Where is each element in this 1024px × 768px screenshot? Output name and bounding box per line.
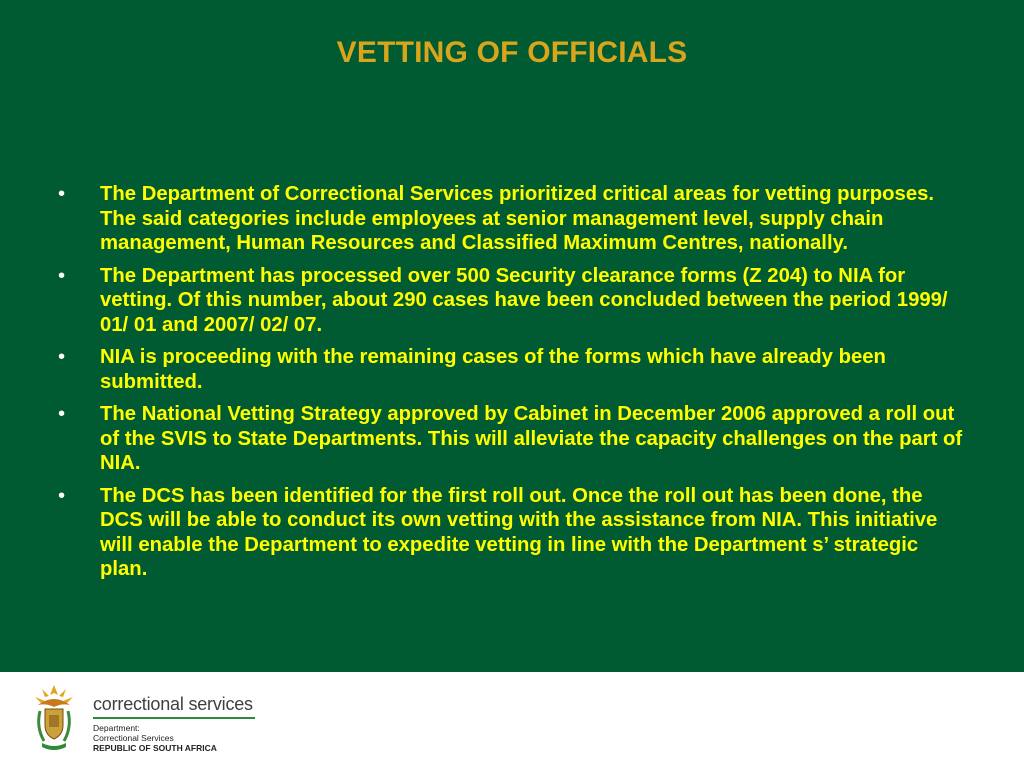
bullet-item — [58, 264, 970, 338]
bullet-dot: • — [58, 403, 66, 425]
bullet-text: The Department of Correctional Services prioritized critical areas for vetting purposes. The said categories include employees at senior management level, supply chain management, Human Resources and Classified Maximum Centres, nationally. — [100, 183, 935, 254]
bullet-text: The Department has processed over 500 Security clearance forms (Z 204) to NIA for vetting. Of this number, about 290 cases have been concluded between the period 1999/ 01/ 01 and 2007/ 02/ 07. — [100, 264, 948, 336]
department-name: Correctional Services — [93, 733, 174, 743]
country-name: REPUBLIC OF SOUTH AFRICA — [93, 743, 217, 753]
bullet-text: The DCS has been identified for the first roll out. Once the roll out has been done, the DCS will be able to conduct its own vetting with the assistance from NIA. This initiative will enable the Department to expedite vetting in line with the Department s’ strategic plan. — [100, 484, 938, 580]
slide-title: VETTING OF OFFICIALS — [336, 36, 688, 69]
logo-wordmark: correctional services — [93, 694, 253, 714]
bullet-dot: • — [58, 346, 66, 368]
bullet-item — [58, 402, 970, 476]
bullet-item — [58, 345, 970, 394]
coat-of-arms-icon — [30, 683, 78, 755]
department-label: Department: — [93, 723, 140, 733]
bullet-dot: • — [58, 264, 66, 287]
logo-underline — [93, 717, 255, 719]
footer-bar — [0, 672, 1024, 768]
bullet-item — [58, 182, 970, 256]
bullet-list — [58, 182, 970, 590]
bullet-text: NIA is proceeding with the remaining cases of the forms which have already been submitted. — [100, 346, 886, 393]
bullet-dot: • — [58, 183, 66, 205]
bullet-item — [58, 484, 970, 582]
bullet-dot: • — [58, 484, 66, 507]
bullet-text: The National Vetting Strategy approved by Cabinet in December 2006 approved a roll out of the SVIS to State Departments. This will alleviate the capacity challenges on the part of NIA. — [100, 403, 963, 474]
department-block — [93, 723, 217, 753]
